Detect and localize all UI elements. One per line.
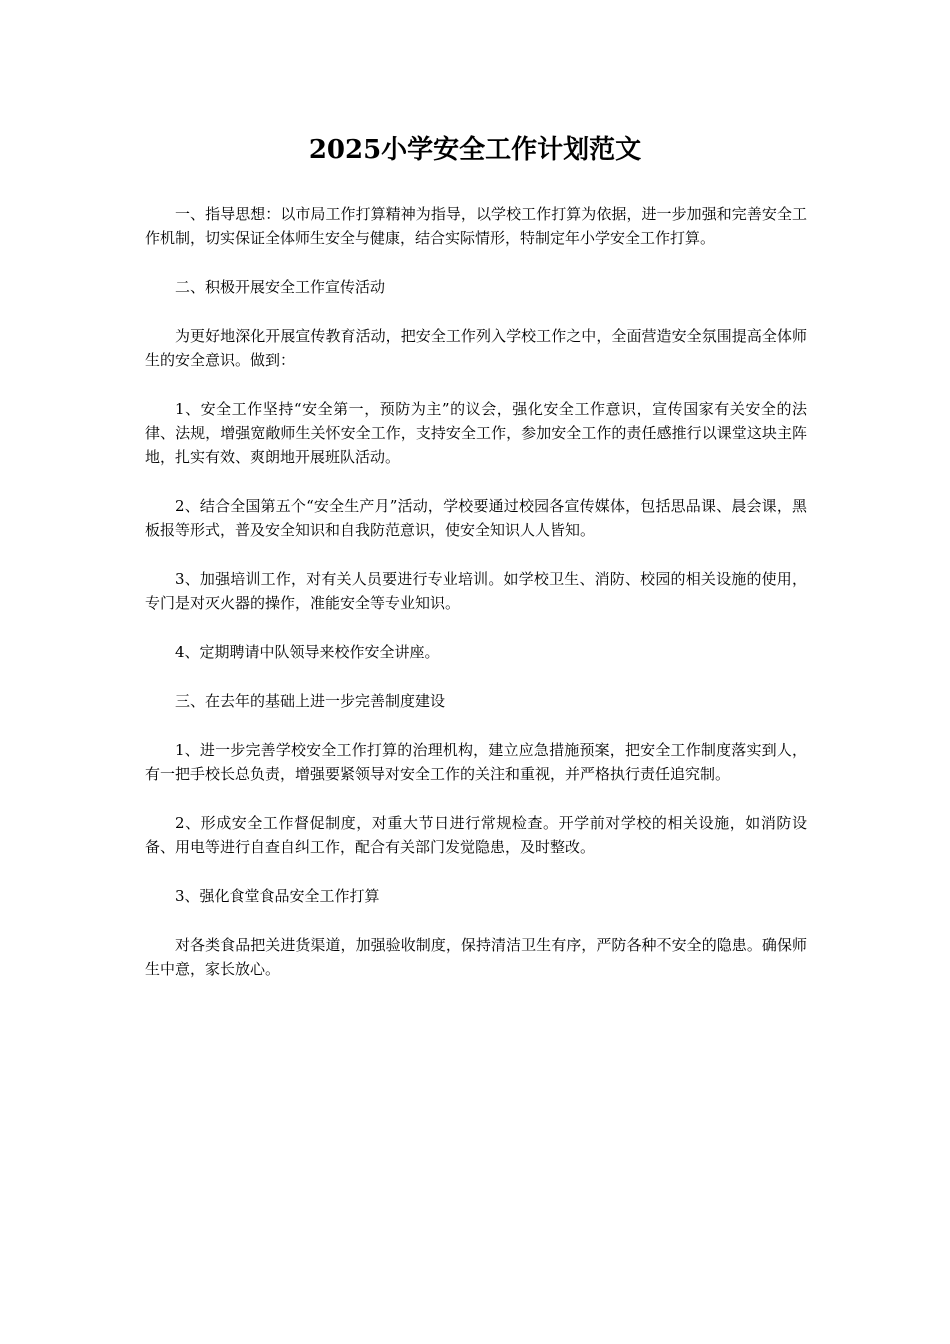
paragraph-publicity-intro: 为更好地深化开展宣传教育活动，把安全工作列入学校工作之中，全面营造安全氛围提高全体师生的安全意识。做到： xyxy=(145,327,807,369)
document-title: 2025小学安全工作计划范文 xyxy=(308,135,642,165)
list-item-publicity-2: 2、结合全国第五个“安全生产月”活动，学校要通过校园各宣传媒体，包括思品课、晨会课，黑板报等形式，普及安全知识和自我防范意识，使安全知识人人皆知。 xyxy=(145,497,807,539)
list-item-system-2: 2、形成安全工作督促制度，对重大节日进行常规检查。开学前对学校的相关设施，如消防设备、用电等进行自查自纠工作，配合有关部门发觉隐患，及时整改。 xyxy=(145,814,807,856)
list-item-system-3: 3、强化食堂食品安全工作打算 xyxy=(175,887,380,905)
list-item-publicity-3: 3、加强培训工作，对有关人员要进行专业培训。如学校卫生、消防、校园的相关设施的使用，专门是对灭火器的操作，准能安全等专业知识。 xyxy=(145,570,807,612)
document-body xyxy=(145,202,807,1006)
list-item-publicity-4: 4、定期聘请中队领导来校作安全讲座。 xyxy=(175,643,440,661)
section-heading-publicity: 二、积极开展安全工作宣传活动 xyxy=(175,278,386,296)
list-item-publicity-1: 1、安全工作坚持“安全第一，预防为主”的议会，强化安全工作意识，宣传国家有关安全的法律、法规，增强宽敞师生关怀安全工作，支持安全工作，参加安全工作的责任感推行以课堂这块主阵地，扎实有效、爽朗地开展班队活动。 xyxy=(145,400,807,466)
paragraph-guiding-ideology: 一、指导思想：以市局工作打算精神为指导，以学校工作打算为依据，进一步加强和完善安全工作机制，切实保证全体师生安全与健康，结合实际情形，特制定年小学安全工作打算。 xyxy=(145,205,807,247)
list-item-system-1: 1、进一步完善学校安全工作打算的治理机构，建立应急措施预案，把安全工作制度落实到人，有一把手校长总负责，增强要紧领导对安全工作的关注和重视，并严格执行责任追究制。 xyxy=(145,741,807,783)
section-heading-system-building: 三、在去年的基础上进一步完善制度建设 xyxy=(175,692,446,710)
paragraph-food-safety: 对各类食品把关进货渠道，加强验收制度，保持清洁卫生有序，严防各种不安全的隐患。确保师生中意，家长放心。 xyxy=(145,936,807,978)
